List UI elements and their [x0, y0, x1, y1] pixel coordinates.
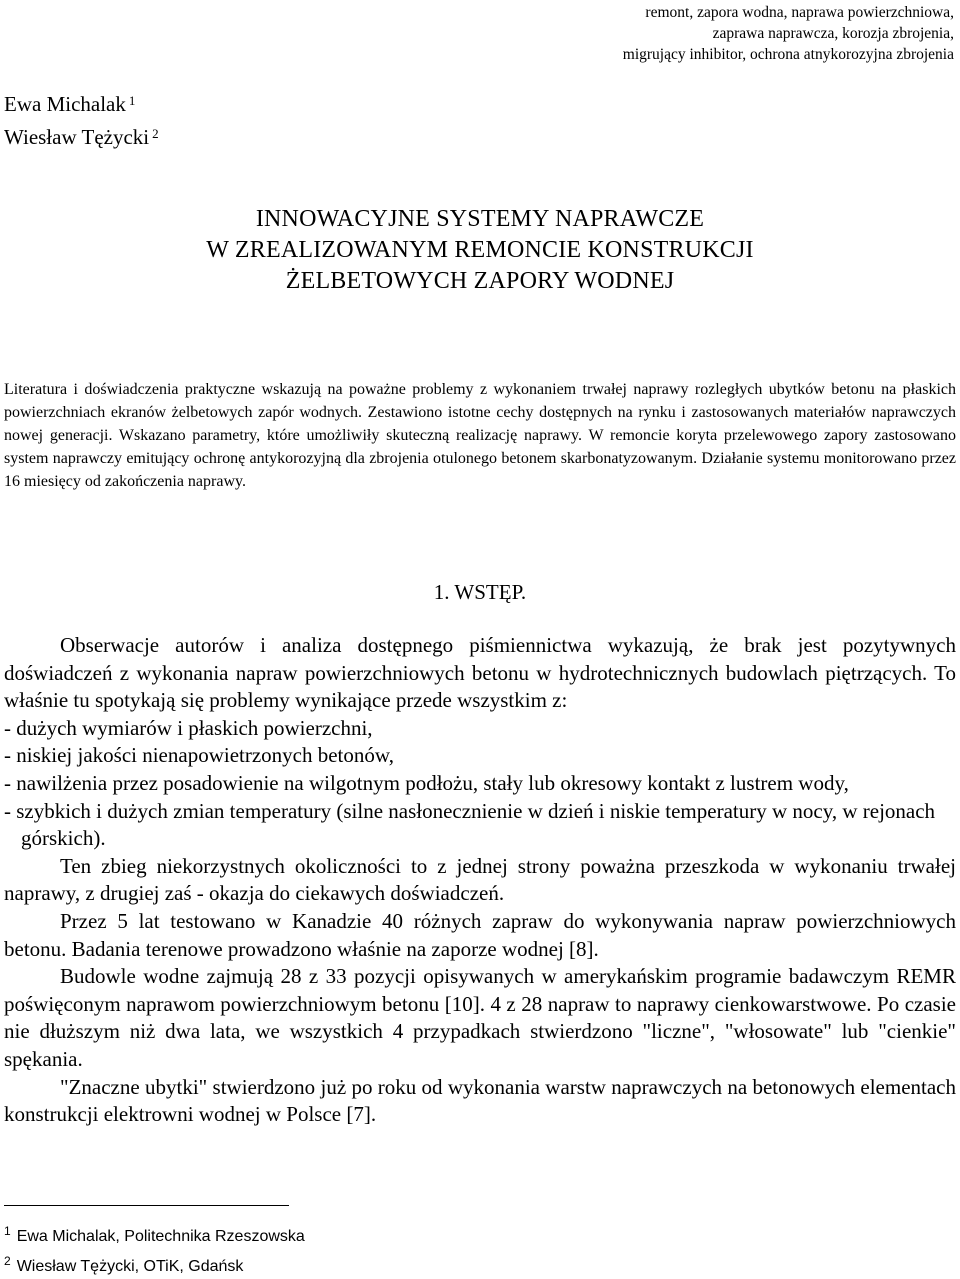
keywords-line: zaprawa naprawcza, korozja zbrojenia, — [712, 25, 954, 42]
paragraph: Budowle wodne zajmują 28 z 33 pozycji opisywanych w amerykańskim programie badawczym REMR poświęconym naprawom powierzchniowym betonu [10]. 4 z 28 napraw to naprawy cienkowarstwowe. Po czasie nie dłuższym niż dwa lata, we wszystkich 4 przypadkach stwierdzono "liczne", "włosowate" lub "cienkie" spękania. — [4, 964, 956, 1071]
paragraph: Przez 5 lat testowano w Kanadzie 40 różnych zapraw do wykonywania napraw powierzchniowych betonu. Badania terenowe prowadzono właśnie na zaporze wodnej [8]. — [4, 908, 956, 961]
author-name: Ewa Michalak — [4, 92, 126, 116]
keywords-line: remont, zapora wodna, naprawa powierzchniowa, — [645, 4, 954, 21]
author-footnote-mark: 1 — [128, 93, 136, 108]
paragraph: "Znaczne ubytki" stwierdzono już po roku od wykonania warstw naprawczych na betonowych elementach konstrukcji elektrowni wodnej w Polsce [7]. — [4, 1074, 956, 1127]
paragraph: Ten zbieg niekorzystnych okoliczności to z jednej strony poważna przeszkoda w wykonaniu trwałej naprawy, z drugiej zaś - okazja do ciekawych doświadczeń. — [4, 853, 956, 906]
list-item: - dużych wymiarów i płaskich powierzchni, — [4, 715, 373, 740]
footnote-mark: 2 — [4, 1254, 11, 1268]
author — [4, 86, 159, 119]
footnote-divider — [4, 1205, 289, 1206]
footnote — [4, 1219, 305, 1249]
footnote-text: Wiesław Tężycki, OTiK, Gdańsk — [16, 1258, 244, 1275]
list-item: - niskiej jakości nienapowietrzonych betonów, — [4, 743, 394, 768]
author-list — [4, 86, 159, 152]
body-text — [4, 632, 956, 1129]
intro-paragraph: Obserwacje autorów i analiza dostępnego piśmiennictwa wykazują, że brak jest pozytywnych doświadczeń z wykonania napraw powierzchniowych betonu w hydrotechnicznych budowlach piętrzących. To właśnie tu spotykają się problemy wynikające przede wszystkim z: — [4, 633, 956, 713]
author-name: Wiesław Tężycki — [4, 125, 150, 149]
footnotes — [4, 1219, 305, 1279]
keywords — [623, 2, 954, 65]
keywords-line: migrujący inhibitor, ochrona atnykorozyjna zbrojenia — [622, 46, 954, 63]
author — [4, 119, 159, 152]
title-line: ŻELBETOWYCH ZAPORY WODNEJ — [285, 268, 675, 294]
author-footnote-mark: 2 — [152, 126, 159, 141]
list-item: - nawilżenia przez posadowienie na wilgotnym podłożu, stały lub okresowy kontakt z lustrem wody, — [4, 770, 849, 795]
paper-title — [0, 204, 960, 297]
footnote-mark: 1 — [4, 1224, 11, 1238]
title-line: W ZREALIZOWANYM REMONCIE KONSTRUKCJI — [206, 237, 754, 263]
title-line: INNOWACYJNE SYSTEMY NAPRAWCZE — [255, 206, 705, 232]
footnote-text: Ewa Michalak, Politechnika Rzeszowska — [16, 1228, 305, 1245]
footnote — [4, 1249, 305, 1279]
section-heading: 1. WSTĘP. — [433, 580, 527, 604]
abstract: Literatura i doświadczenia praktyczne wskazują na poważne problemy z wykonaniem trwałej naprawy rozległych ubytków betonu na płaskich powierzchniach ekranów żelbetowych zapór wodnych. Zestawiono istotne cechy dostępnych na rynku i zastosowanych materiałów naprawczych nowej generacji. Wskazano parametry, które umożliwiły skuteczną realizację naprawy. W remoncie koryta przelewowego zapory zastosowano system naprawczy emitujący ochronę antykorozyjną dla zbrojenia otulonego betonem skarbonatyzowanym. Działanie systemu monitorowano przez 16 miesięcy od zakończenia naprawy. — [4, 381, 956, 490]
list-item: - szybkich i dużych zmian temperatury (silne nasłonecznienie w dzień i niskie temperatury w nocy, w rejonach górskich). — [4, 798, 936, 851]
